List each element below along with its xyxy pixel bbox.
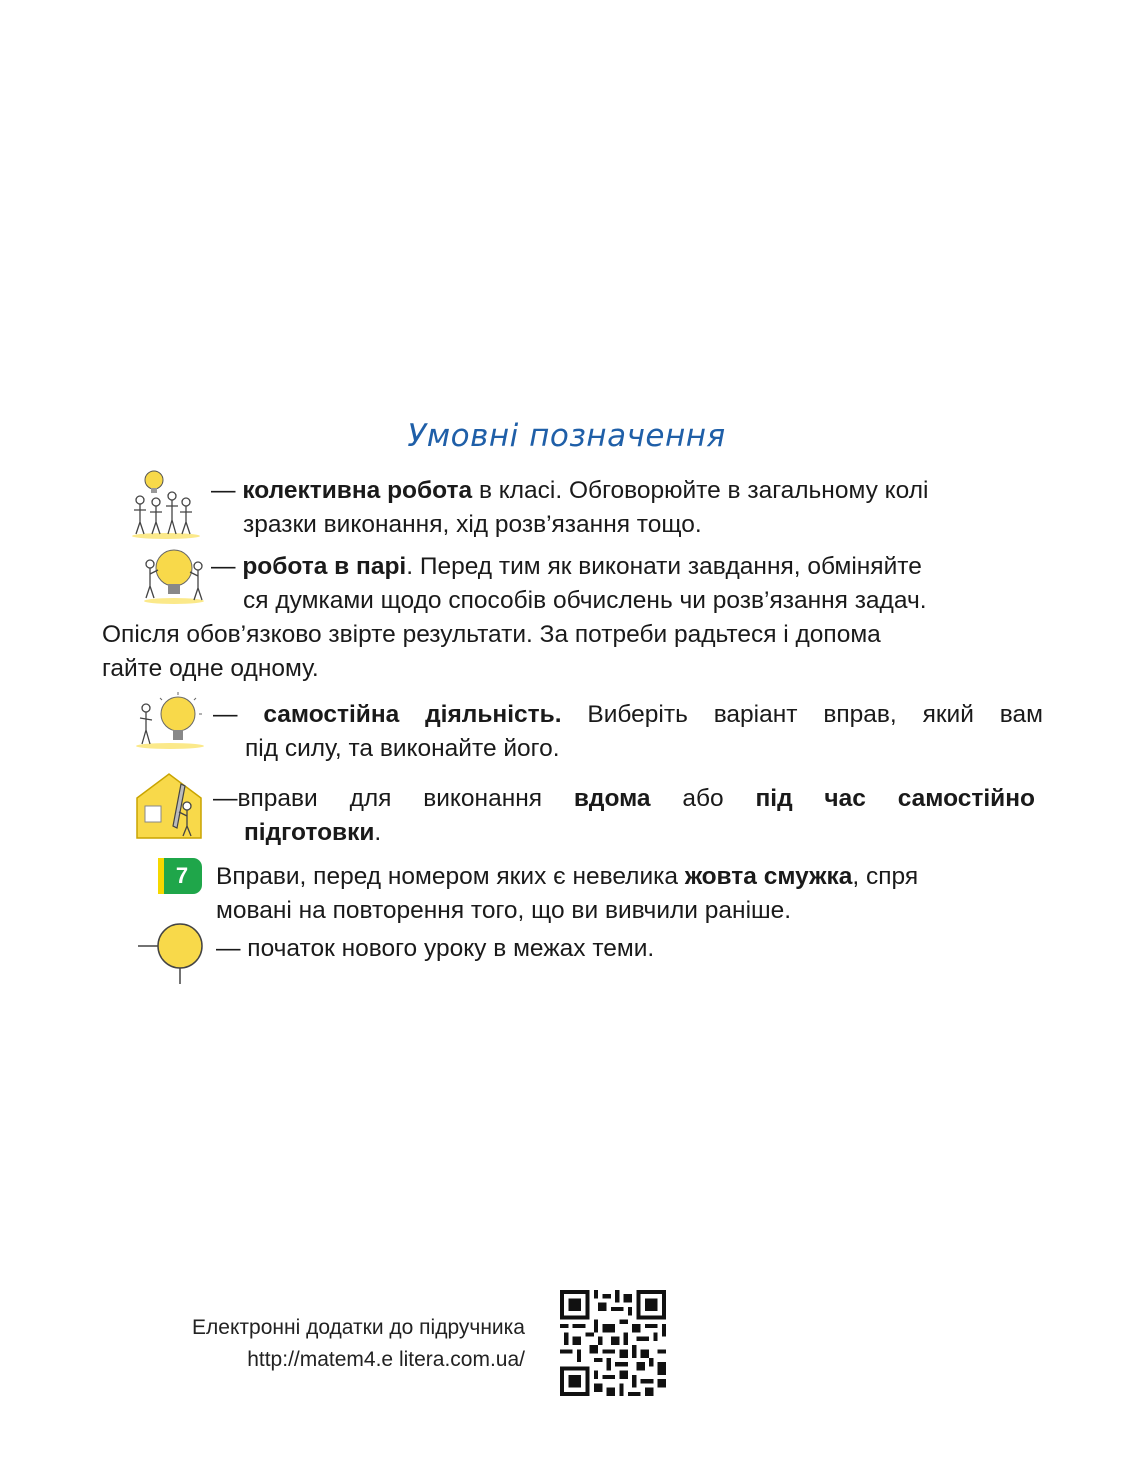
home-bold-3: підготовки [244, 819, 375, 846]
home-line-1: —вправи для виконання вдома або під час самостійно [213, 785, 1035, 812]
single-bulb-icon [132, 690, 208, 752]
collective-line-1: — колективна робота в класі. Обговорюйте в загальному колі [211, 477, 929, 504]
home-bold-1: вдома [573, 785, 651, 812]
lesson-circle-icon [138, 920, 206, 986]
home-bold-2: під час самостійно [755, 785, 1035, 812]
repeat-bold: жовта смужка [684, 863, 853, 890]
home-line-2: підготовки. [244, 819, 382, 846]
collective-bold: колективна робота [242, 477, 473, 504]
independent-line-1: — самостійна діяльність. Виберіть варіант вправ, який вам [213, 701, 1043, 728]
footer-line-1: Електронні додатки до підручника [192, 1316, 525, 1339]
pair-line-1: — робота в парі. Перед тим як виконати завдання, обміняйте [211, 553, 922, 580]
qr-code-icon [560, 1290, 666, 1396]
pair-line-2: ся думками щодо способів обчислень чи розв’язання задач. [243, 587, 927, 614]
pair-line-3: Опісля обов’язково звірте результати. За потреби радьтеся і допома [102, 621, 881, 648]
independent-line-2: під силу, та виконайте його. [245, 735, 560, 762]
collective-line-2: зразки виконання, хід розв’язання тощо. [243, 511, 702, 538]
footer-link[interactable]: http://matem4.e litera.com.ua/ [247, 1348, 525, 1371]
group-bulb-icon [128, 464, 204, 540]
page-title: Умовні позначення [407, 418, 726, 454]
house-pencil-icon [133, 770, 209, 840]
badge-number: 7 [175, 863, 189, 888]
repeat-line-2: мовані на повторення того, що ви вивчили раніше. [216, 897, 792, 924]
lesson-text: — початок нового уроку в межах теми. [216, 935, 655, 962]
pair-bulb-icon [140, 544, 208, 606]
pair-bold: робота в парі [242, 553, 407, 580]
independent-bold: самостійна діяльність. [263, 701, 562, 728]
pair-line-4: гайте одне одному. [102, 655, 319, 682]
repeat-line-1: Вправи, перед номером яких є невелика жовта смужка, спря [216, 863, 919, 890]
